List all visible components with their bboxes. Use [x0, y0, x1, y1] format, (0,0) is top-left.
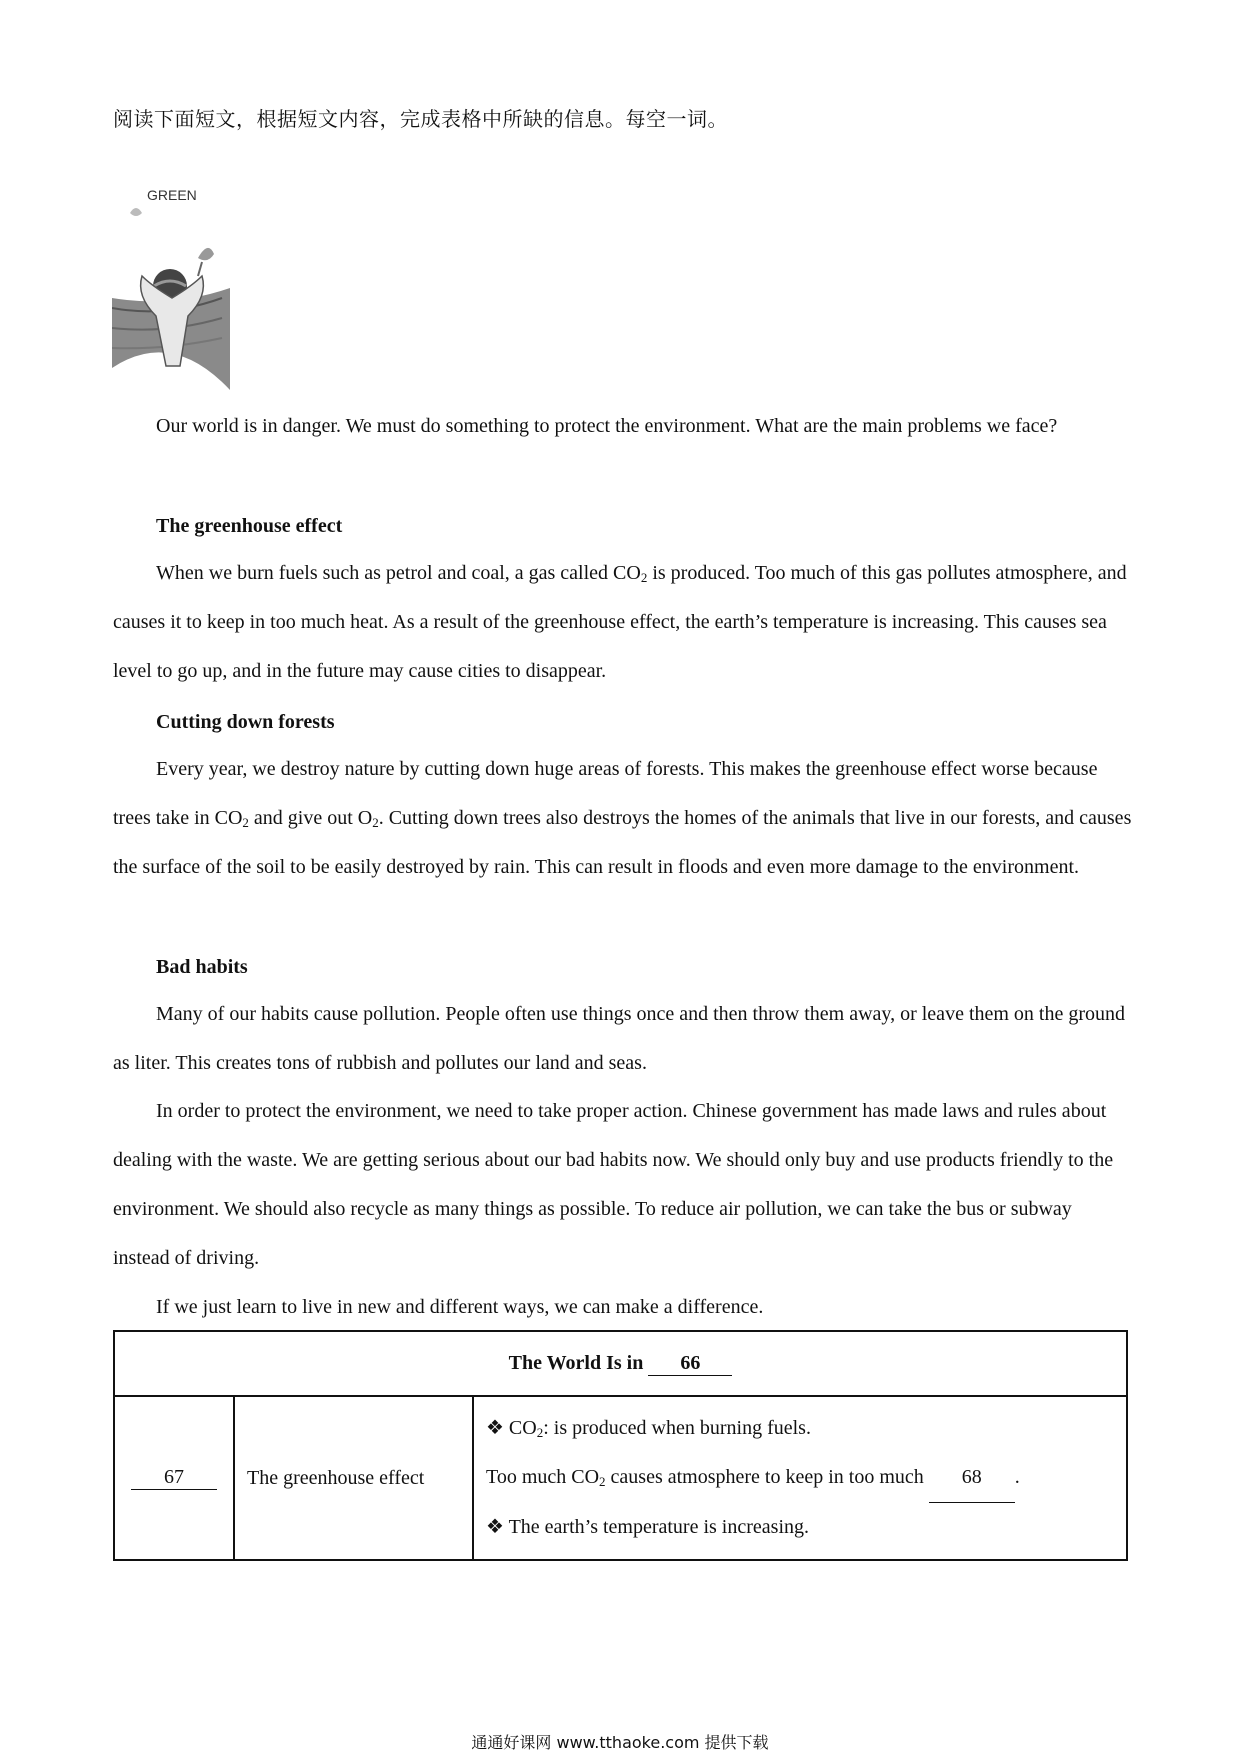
forests-paragraph: Every year, we destroy nature by cutting down huge areas of forests. This makes the greenhouse effect worse because trees take in $CO_2$ and give out $O_2$. Cutting down trees also destroys the homes of the animals that live in our forests, and causes the surface of the soil to be easily destroyed by rain. This can result in floods and even more damage to the environment. — [113, 758, 1132, 878]
intro-paragraph: Our world is in danger. We must do something to protect the environment. What are the main problems we face? — [156, 415, 1058, 437]
greenhouse-paragraph: When we burn fuels such as petrol and coal, a gas called $CO_2$ is produced. Too much of this gas pollutes atmosphere, and causes it to keep in too much heat. As a result of the greenhouse effect, the earth’s temperature is increasing. This causes sea level to go up, and in the future may cause cities to disappear. — [113, 562, 1127, 682]
problems-cell — [114, 1396, 234, 1560]
footer-text: 通通好课网 www.tthaoke.com 提供下载 — [471, 1733, 769, 1752]
heading-greenhouse-effect: The greenhouse effect — [156, 515, 343, 537]
green-logo-text: GREEN — [147, 187, 197, 203]
blank-67[interactable]: 67 — [131, 1466, 217, 1490]
table-title: The World Is in 66 — [114, 1331, 1127, 1396]
blank-68[interactable]: 68 — [929, 1453, 1015, 1503]
table-row — [114, 1396, 1127, 1560]
instruction-text: 阅读下面短文，根据短文内容，完成表格中所缺的信息。每空一词。 — [113, 107, 728, 131]
details-cell — [473, 1396, 1127, 1560]
heading-cutting-forests: Cutting down forests — [156, 711, 335, 733]
table-title-row — [114, 1331, 1127, 1396]
blank-66[interactable]: 66 — [648, 1352, 732, 1376]
detail-line-heat: Too much $CO_2$ causes atmosphere to keep in too much 68 . — [486, 1453, 1114, 1503]
action-paragraph: In order to protect the environment, we need to take proper action. Chinese government has made laws and rules about dealing with the waste. We are getting serious about our bad habits now. We should only buy and use products friendly to the environment. We should also recycle as many things as possible. To reduce air pollution, we can take the bus or subway instead of driving. — [113, 1100, 1114, 1269]
heading-bad-habits: Bad habits — [156, 956, 248, 978]
detail-line-co2: ❖ $CO_2$: is produced when burning fuels. — [486, 1417, 811, 1440]
habits-paragraph: Many of our habits cause pollution. People often use things once and then throw them away, or leave them on the ground as liter. This creates tons of rubbish and pollutes our land and seas. — [113, 1003, 1126, 1074]
row-label-greenhouse: The greenhouse effect — [234, 1396, 473, 1560]
summary-table — [113, 1330, 1128, 1561]
green-earth-illustration — [112, 158, 230, 390]
closing-paragraph: If we just learn to live in new and different ways, we can make a difference. — [156, 1296, 764, 1318]
detail-line-temperature: ❖ The earth’s temperature is increasing. — [486, 1516, 809, 1538]
